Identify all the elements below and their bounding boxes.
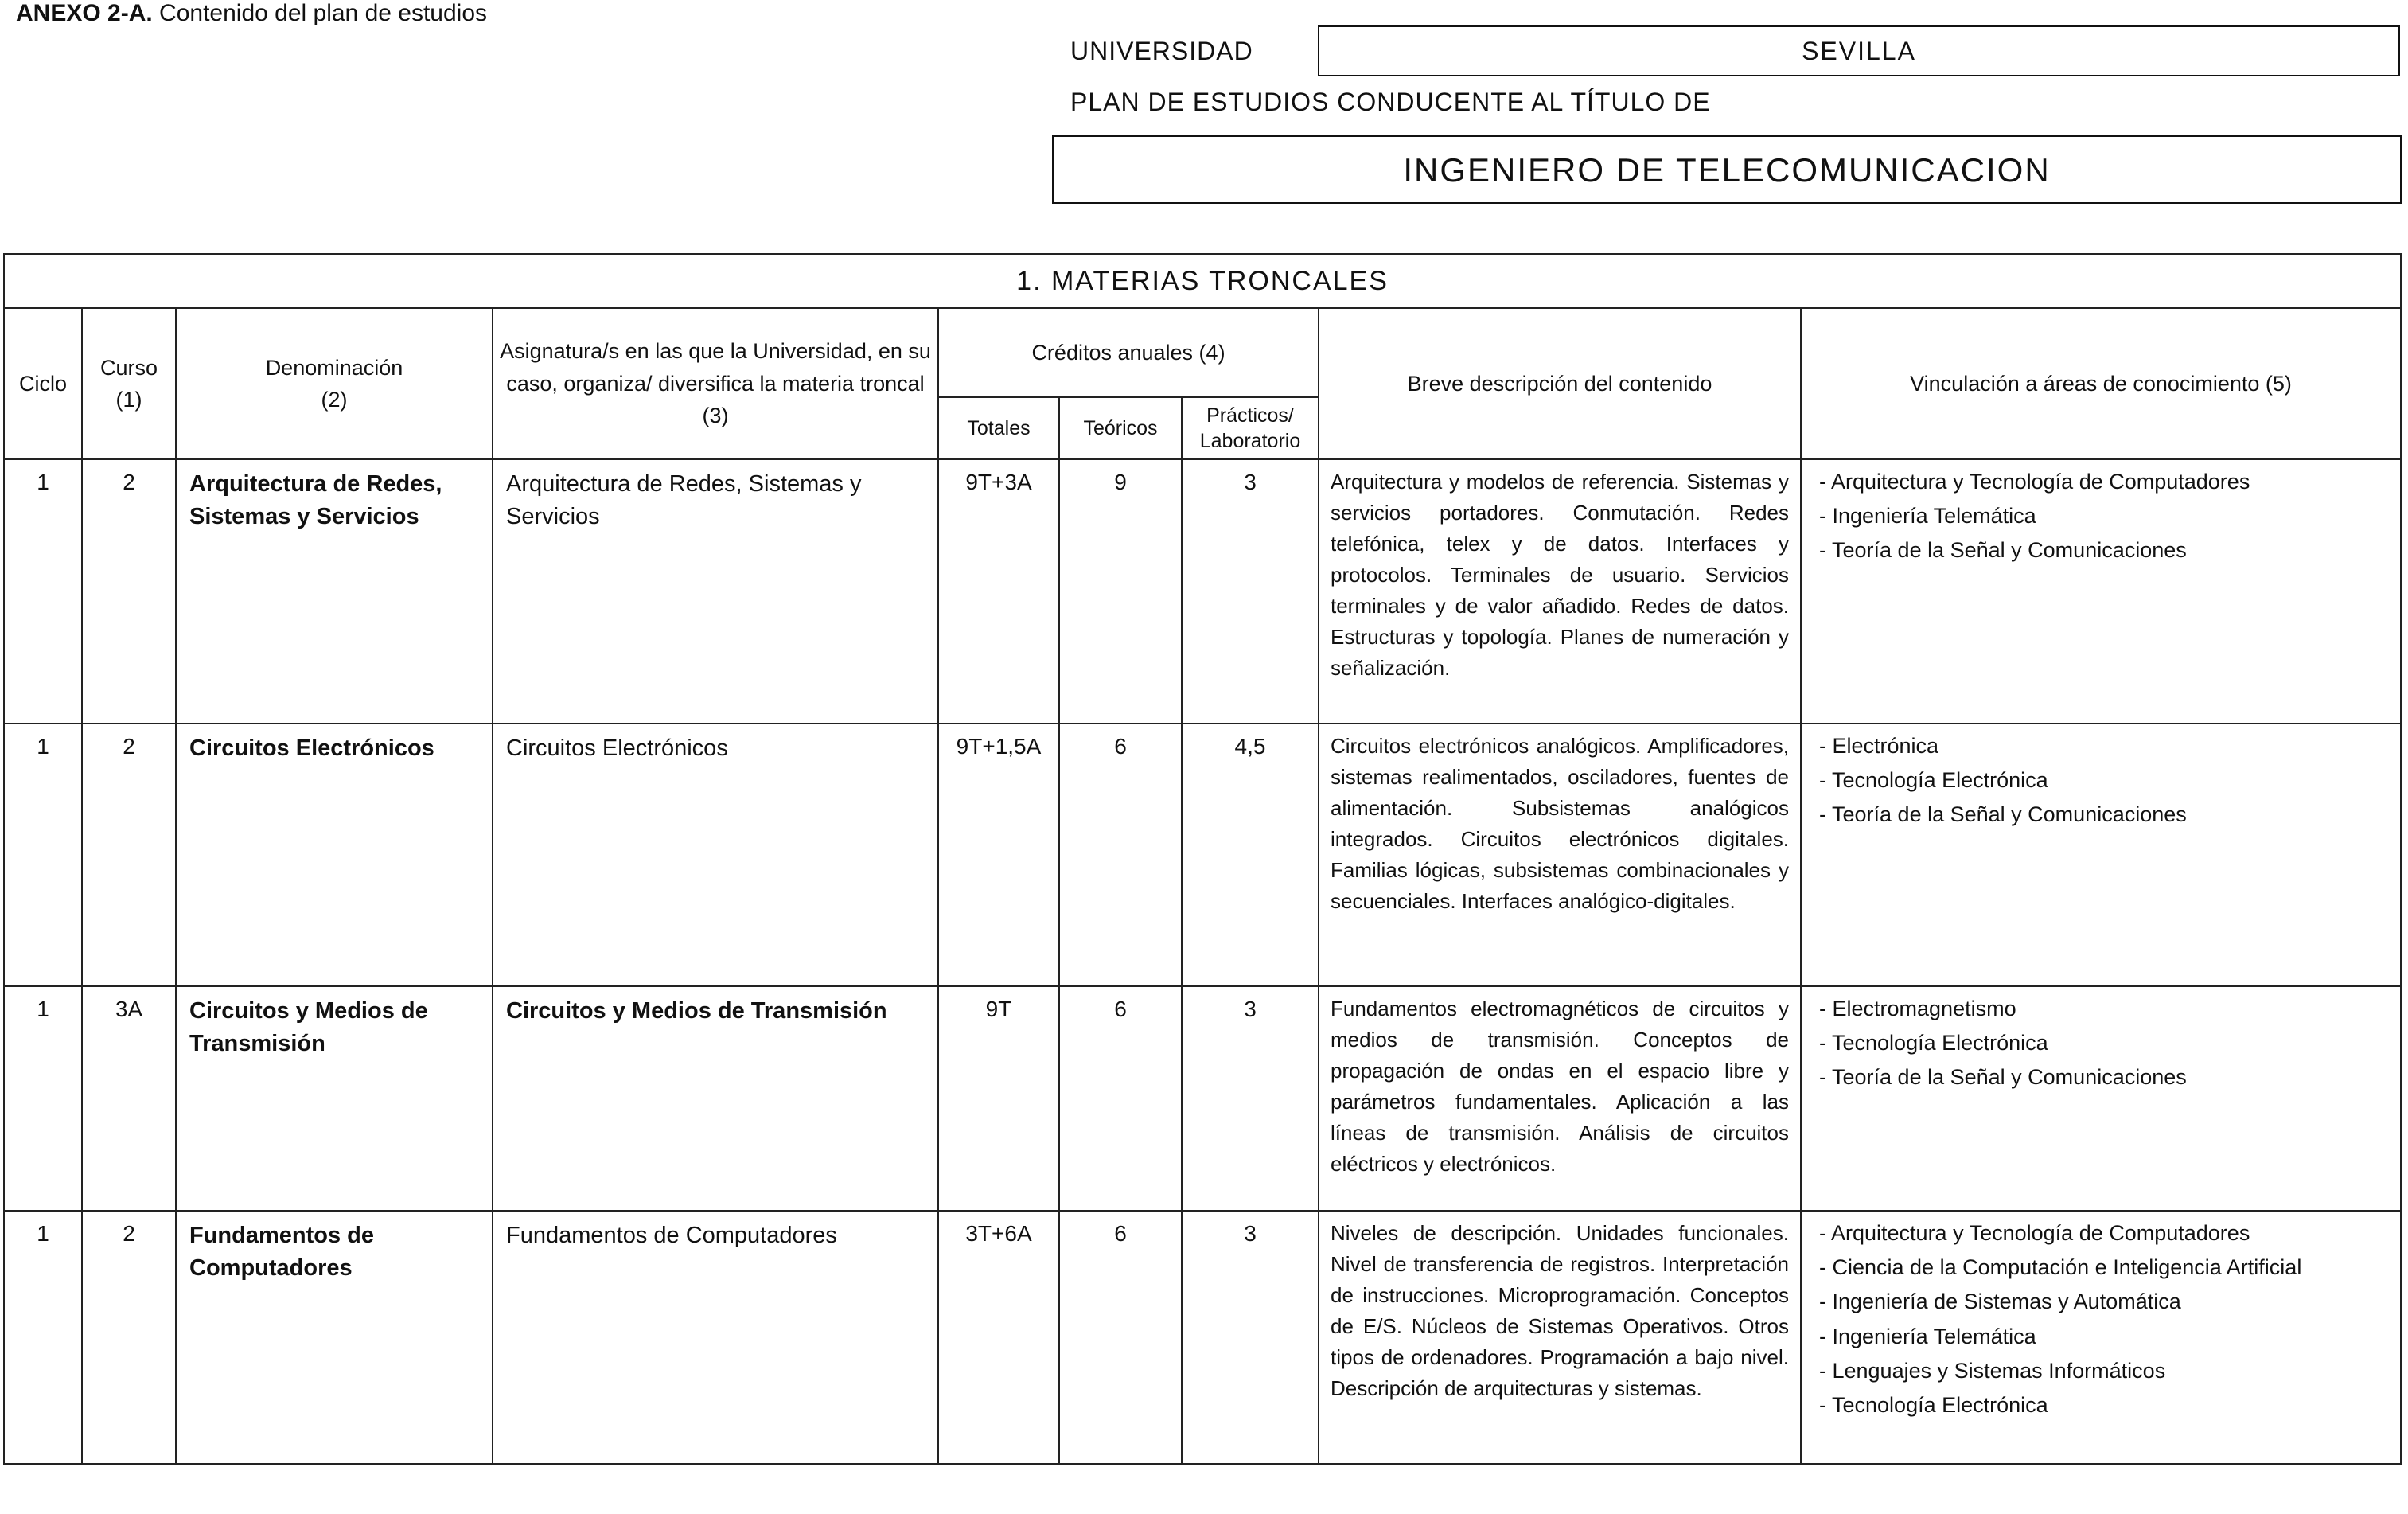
cell-teoricos: 6	[1059, 724, 1182, 986]
materias-troncales-table	[3, 253, 2402, 1465]
cell-vinculacion	[1801, 459, 2401, 724]
col-vinculacion: Vinculación a áreas de conocimiento (5)	[1801, 308, 2401, 459]
col-curso	[82, 308, 176, 459]
cell-asignatura: Arquitectura de Redes, Sistemas y Servicios	[493, 459, 938, 724]
cell-totales: 9T+3A	[938, 459, 1059, 724]
university-value: SEVILLA	[1318, 25, 2400, 76]
vinculacion-item: - Ingeniería Telemática	[1819, 504, 2036, 529]
plan-label: PLAN DE ESTUDIOS CONDUCENTE AL TÍTULO DE	[1070, 88, 1711, 116]
col-totales: Totales	[938, 397, 1059, 459]
table-row	[4, 1211, 2401, 1464]
table-row	[4, 986, 2401, 1211]
cell-vinculacion	[1801, 724, 2401, 986]
vinculacion-item: - Teoría de la Señal y Comunicaciones	[1819, 1065, 2187, 1090]
cell-denominacion: Circuitos Electrónicos	[176, 724, 493, 986]
cell-ciclo: 1	[4, 1211, 82, 1464]
cell-ciclo: 1	[4, 986, 82, 1211]
cell-teoricos: 9	[1059, 459, 1182, 724]
cell-denominacion: Arquitectura de Redes, Sistemas y Servicios	[176, 459, 493, 724]
cell-vinculacion	[1801, 1211, 2401, 1464]
cell-descripcion: Fundamentos electromagnéticos de circuitos y medios de transmisión. Conceptos de propagación de ondas en el espacio libre y parámetros fundamentales. Aplicación a las líneas de transmisión. Análisis de circuitos eléctricos y electrónicos.	[1319, 986, 1801, 1211]
annex-text: Contenido del plan de estudios	[159, 0, 488, 26]
cell-curso: 2	[82, 1211, 176, 1464]
col-teoricos: Teóricos	[1059, 397, 1182, 459]
cell-practicos: 3	[1182, 1211, 1319, 1464]
vinculacion-item: - Arquitectura y Tecnología de Computadores	[1819, 470, 2250, 494]
col-denominacion-label: Denominación	[265, 355, 403, 380]
cell-practicos: 3	[1182, 459, 1319, 724]
vinculacion-item: - Teoría de la Señal y Comunicaciones	[1819, 802, 2187, 827]
col-descripcion: Breve descripción del contenido	[1319, 308, 1801, 459]
cell-asignatura: Circuitos Electrónicos	[493, 724, 938, 986]
cell-curso: 2	[82, 459, 176, 724]
vinculacion-item: - Teoría de la Señal y Comunicaciones	[1819, 538, 2187, 563]
annex-code: ANEXO 2-A.	[16, 0, 153, 26]
vinculacion-item: - Arquitectura y Tecnología de Computadores	[1819, 1221, 2250, 1245]
col-asignaturas: Asignatura/s en las que la Universidad, en su caso, organiza/ diversifica la materia troncal (3)	[493, 308, 938, 459]
cell-denominacion: Circuitos y Medios de Transmisión	[176, 986, 493, 1211]
col-curso-note: (1)	[115, 388, 142, 412]
vinculacion-item: - Tecnología Electrónica	[1819, 768, 2048, 793]
cell-practicos: 3	[1182, 986, 1319, 1211]
cell-teoricos: 6	[1059, 986, 1182, 1211]
cell-curso: 2	[82, 724, 176, 986]
cell-asignatura: Fundamentos de Computadores	[493, 1211, 938, 1464]
col-practicos: Prácticos/ Laboratorio	[1182, 397, 1319, 459]
section-title: 1. MATERIAS TRONCALES	[4, 254, 2401, 308]
vinculacion-item: - Ingeniería de Sistemas y Automática	[1819, 1290, 2181, 1314]
cell-ciclo: 1	[4, 459, 82, 724]
university-label: UNIVERSIDAD	[1070, 37, 1253, 65]
cell-denominacion: Fundamentos de Computadores	[176, 1211, 493, 1464]
col-denominacion-note: (2)	[321, 388, 348, 412]
cell-descripcion: Niveles de descripción. Unidades funcionales. Nivel de transferencia de registros. Interpretación de instrucciones. Microprogramación. Conceptos de E/S. Núcleos de Sistemas Operativos. Otros tipos de ordenadores. Programación a bajo nivel. Descripción de arquitecturas y sistemas.	[1319, 1211, 1801, 1464]
cell-descripcion: Arquitectura y modelos de referencia. Sistemas y servicios portadores. Conmutación. Redes telefónica, telex y de datos. Interfaces y protocolos. Terminales de usuario. Servicios terminales y de valor añadido. Redes de datos. Estructuras y topología. Planes de numeración y señalización.	[1319, 459, 1801, 724]
annex-heading	[16, 0, 487, 27]
vinculacion-item: - Tecnología Electrónica	[1819, 1031, 2048, 1056]
col-ciclo: Ciclo	[4, 308, 82, 459]
cell-totales: 3T+6A	[938, 1211, 1059, 1464]
cell-asignatura: Circuitos y Medios de Transmisión	[493, 986, 938, 1211]
vinculacion-item: - Lenguajes y Sistemas Informáticos	[1819, 1358, 2166, 1383]
cell-descripcion: Circuitos electrónicos analógicos. Amplificadores, sistemas realimentados, osciladores, fuentes de alimentación. Subsistemas analógicos integrados. Circuitos electrónicos digitales. Familias lógicas, subsistemas combinacionales y secuenciales. Interfaces analógico-digitales.	[1319, 724, 1801, 986]
cell-ciclo: 1	[4, 724, 82, 986]
vinculacion-item: - Electrónica	[1819, 734, 1939, 758]
cell-curso: 3A	[82, 986, 176, 1211]
cell-totales: 9T	[938, 986, 1059, 1211]
degree-title: INGENIERO DE TELECOMUNICACION	[1052, 135, 2402, 204]
cell-teoricos: 6	[1059, 1211, 1182, 1464]
table-row	[4, 724, 2401, 986]
cell-totales: 9T+1,5A	[938, 724, 1059, 986]
vinculacion-item: - Electromagnetismo	[1819, 997, 2016, 1020]
cell-vinculacion	[1801, 986, 2401, 1211]
col-curso-label: Curso	[99, 355, 158, 380]
vinculacion-item: - Ingeniería Telemática	[1819, 1324, 2036, 1348]
col-denominacion	[176, 308, 493, 459]
vinculacion-item: - Ciencia de la Computación e Inteligencia Artificial	[1819, 1255, 2302, 1280]
vinculacion-item: - Tecnología Electrónica	[1819, 1392, 2048, 1417]
table-row	[4, 459, 2401, 724]
cell-practicos: 4,5	[1182, 724, 1319, 986]
col-creditos: Créditos anuales (4)	[938, 308, 1319, 397]
